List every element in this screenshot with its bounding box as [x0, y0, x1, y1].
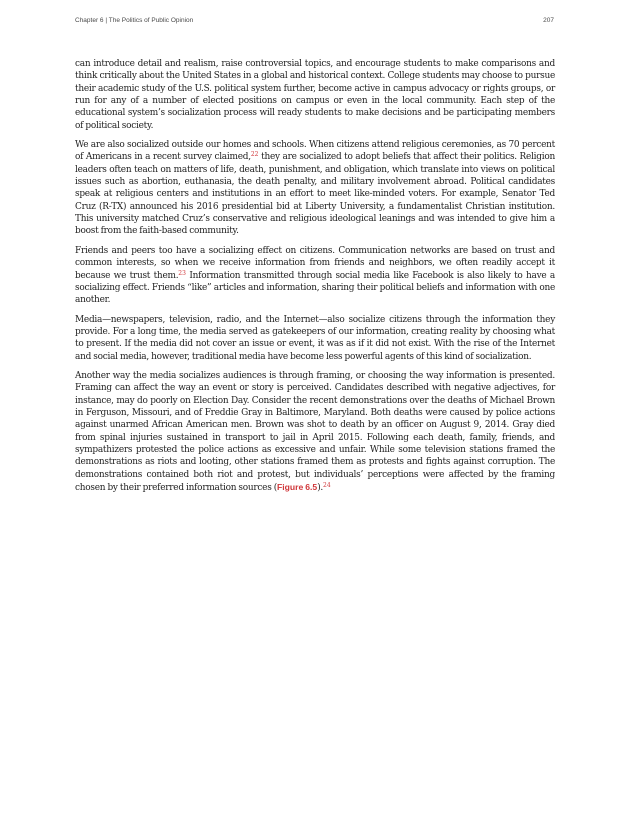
paragraph-text: ).: [317, 483, 324, 493]
paragraph-text: Another way the media socializes audiences is through framing, or choosing the way information is presented. Framing can affect the way an event or story is perceived. Candidates described with negative adjectives, for instance, may do poorly on Election Day. Consider the recent demonstrations over the deaths of Michael Brown in Ferguson, Missouri, and of Freddie Gray in Baltimore, Maryland. Both deaths were caused by police actions against unarmed African American men. Brown was shot to death by an officer on August 9, 2014. Gray died from spinal injuries sustained in transport to jail in April 2015. Following each death, family, friends, and sympathizers protested the police actions as excessive and unfair. While some television stations framed the demonstrations as riots and looting, other stations framed them as protests and fights against corruption. The demonstrations contained both riot and protest, but individuals’ perceptions were affected by the framing chosen by their preferred information sources (: [75, 370, 555, 493]
paragraph-text: Friends and peers too have a socializing effect on citizens. Communication networks are based on trust and common interests, so when we receive information from friends and neighbors, we often readily accept it because we trust them.: [75, 245, 555, 281]
paragraph-text: they are socialized to adopt beliefs that affect their politics. Religion leaders often teach on matters of life, death, punishment, and obligation, which translate into views on political issues such as abortion, euthanasia, the death penalty, and military involvement abroad. Political candidates speak at religious centers and institutions in an effort to meet like-minded voters. For example, Senator Ted Cruz (R-TX) announced his 2016 presidential bid at Liberty University, a fundamentalist Christian institution. This university matched Cruz’s conservative and religious ideological leanings and was intended to give him a boost from the faith-based community.: [75, 152, 556, 237]
body-text: [75, 58, 555, 501]
footnote-link-24[interactable]: 24: [323, 482, 331, 489]
footnote-link-23[interactable]: 23: [178, 269, 186, 277]
paragraph-friends: [75, 245, 555, 307]
page-number: 207: [543, 17, 554, 24]
paragraph-media: [75, 314, 555, 363]
running-header: [75, 17, 554, 31]
paragraph-religion: [75, 139, 555, 238]
paragraph-text: We are also socialized outside our homes and schools. When citizens attend religious ceremonies, as 70 percent of Americans in a recent survey claimed,: [75, 140, 555, 163]
paragraph-education: [75, 58, 555, 132]
paragraph-text: can introduce detail and realism, raise controversial topics, and encourage students to make comparisons and think critically about the United States in a global and historical context. College students may choose to pursue their academic study of the U.S. political system further, become active in campus advocacy or rights groups, or run for any of a number of elected positions on campus or even in the local community. Each step of the educational system’s socialization process will ready students to make decisions and be participating members of political society.: [75, 59, 555, 131]
paragraph-text: Information transmitted through social media like Facebook is also likely to have a socializing effect. Friends “like” articles and information, sharing their political beliefs and information with one another.: [75, 270, 555, 306]
paragraph-framing: [75, 370, 555, 494]
chapter-title: Chapter 6 | The Politics of Public Opinion: [75, 17, 194, 24]
paragraph-text: Media—newspapers, television, radio, and the Internet—also socialize citizens through the information they provide. For a long time, the media served as gatekeepers of our information, creating reality by choosing what to present. If the media did not cover an issue or event, it was as if it did not exist. With the rise of the Internet and social media, however, traditional media have become less powerful agents of this kind of socialization.: [75, 314, 555, 362]
figure-link[interactable]: Figure 6.5: [276, 482, 318, 492]
footnote-link-22[interactable]: 22: [250, 151, 259, 159]
